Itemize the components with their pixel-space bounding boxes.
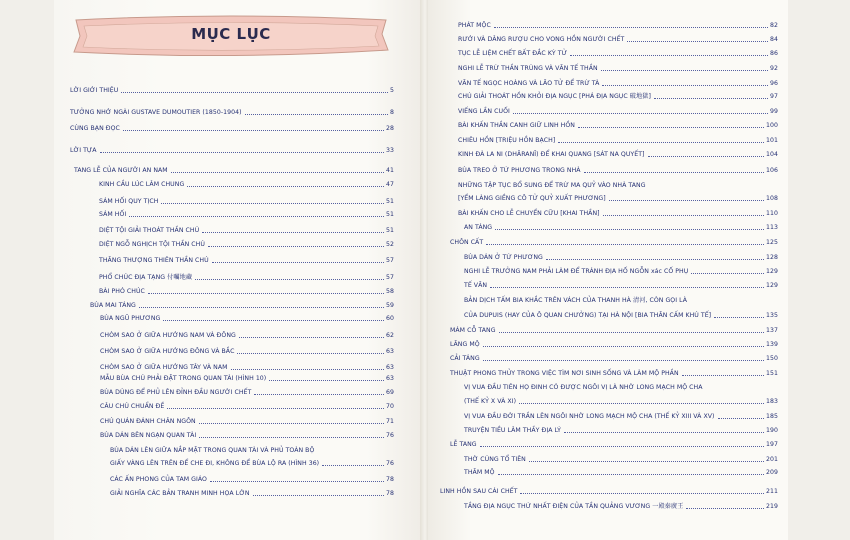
toc-entry [99, 254, 394, 265]
toc-entry [74, 164, 394, 175]
toc-entry-title: CÁC ẤN PHONG CỦA TAM GIÁO [110, 476, 207, 483]
toc-entry-page: 209 [766, 469, 778, 476]
toc-entry-page: 113 [766, 224, 778, 231]
dot-leader [609, 200, 764, 201]
dot-leader [499, 332, 764, 333]
toc-entry-page: 8 [390, 109, 394, 116]
dot-leader [480, 446, 764, 447]
dot-leader [269, 380, 384, 381]
dot-leader [123, 130, 384, 131]
dot-leader [254, 394, 384, 395]
dot-leader [486, 244, 764, 245]
dot-leader [682, 375, 764, 376]
dot-leader [129, 216, 384, 217]
toc-entry-page: 201 [766, 456, 778, 463]
toc-entry-page: 137 [766, 327, 778, 334]
toc-entry-title: CHÔN CẤT [450, 239, 484, 246]
dot-leader [167, 408, 384, 409]
toc-entry-page: 97 [770, 93, 778, 100]
toc-entry-title: LINH HỒN SAU CÁI CHẾT [440, 488, 518, 495]
dot-leader [654, 98, 768, 99]
toc-entry [450, 438, 778, 449]
toc-entry [464, 410, 778, 421]
toc-entry [458, 19, 778, 30]
toc-entry-title: THĂNG THƯỢNG THIÊN THẦN CHÚ [99, 257, 209, 264]
toc-entry [70, 122, 394, 133]
toc-entry-title: CẢI TÁNG [450, 355, 480, 362]
dot-leader [483, 360, 764, 361]
toc-entry-title: THUẬT PHONG THỦY TRONG VIỆC TÌM NƠI SINH SỐNG VÀ LÀM MỘ PHẦN [450, 370, 679, 377]
toc-entry-title: CÙNG BẠN ĐỌC [70, 125, 120, 132]
toc-entry [464, 309, 778, 320]
dot-leader [187, 186, 384, 187]
toc-entry [450, 367, 778, 378]
dot-leader [495, 229, 764, 230]
toc-entry-page: 100 [766, 122, 778, 129]
dot-leader [239, 337, 384, 338]
dot-leader [490, 287, 764, 288]
toc-entry [99, 285, 394, 296]
toc-entry-page: 135 [766, 312, 778, 319]
dot-leader [602, 85, 768, 86]
dot-leader [199, 423, 384, 424]
toc-entry-title: PHÁT MỘC [458, 22, 491, 29]
toc-entry-title: KINH CẦU LÚC LÂM CHUNG [99, 181, 185, 188]
toc-entry [458, 192, 778, 203]
toc-entry [464, 251, 778, 262]
toc-entry [458, 207, 778, 218]
toc-entry-page: 190 [766, 427, 778, 434]
toc-entry-title: SÁM HỐI QUY TỊCH [99, 198, 159, 205]
toc-entry-title: CHÒM SAO Ở GIỮA HƯỚNG NAM VÀ ĐÔNG [100, 332, 236, 339]
toc-entry-page: 219 [766, 503, 778, 510]
dot-leader [322, 465, 384, 466]
toc-entry-page: 108 [766, 195, 778, 202]
toc-entry-title: NHỮNG TẬP TỤC BỔ SUNG ĐỂ TRỪ MA QUỶ VÀO NHÀ TANG [458, 182, 646, 189]
dot-leader [686, 508, 764, 509]
toc-entry [464, 279, 778, 290]
toc-entry-title: BÀI KHẤN CHO LỄ CHUYỂN CỮU [KHAI THẦN] [458, 210, 600, 217]
toc-entry-page: 86 [770, 50, 778, 57]
dot-leader [139, 307, 384, 308]
title-banner [70, 14, 392, 60]
toc-entry-page: 59 [386, 302, 394, 309]
dot-leader [161, 203, 384, 204]
toc-entry-page: 78 [386, 476, 394, 483]
toc-entry [464, 395, 778, 406]
toc-entry-page: 28 [386, 125, 394, 132]
toc-entry-title: BÀI KHẤN THẦN CANH GIỮ LINH HỒN [458, 122, 575, 129]
dot-leader [237, 353, 384, 354]
toc-entry-page: 101 [766, 137, 778, 144]
toc-entry [110, 473, 394, 484]
dot-leader [627, 41, 768, 42]
toc-entry [100, 329, 394, 340]
toc-entry-page: 51 [386, 227, 394, 234]
dot-leader [558, 142, 764, 143]
toc-entry-page: 63 [386, 364, 394, 371]
toc-entry-page: 183 [766, 398, 778, 405]
dot-leader [578, 127, 764, 128]
toc-entry [458, 47, 778, 58]
dot-leader [483, 346, 764, 347]
toc-entry [458, 105, 778, 116]
toc-entry-page: 5 [390, 87, 394, 94]
toc-entry-title: TẦNG ĐỊA NGỤC THỨ NHẤT ĐIỆN CỦA TẦN QUẢNG VƯƠNG 一殿秦廣王 [464, 503, 684, 510]
dot-leader [212, 262, 384, 263]
toc-entry-page: 128 [766, 254, 778, 261]
toc-entry-page: 76 [386, 460, 394, 467]
toc-entry [450, 324, 778, 335]
dot-leader [714, 317, 764, 318]
toc-entry-page: 58 [386, 288, 394, 295]
toc-entry-title: CHIÊU HỒN [TRIỆU HỒN BẠCH] [458, 137, 556, 144]
toc-entry-page: 62 [386, 332, 394, 339]
toc-entry [99, 238, 394, 249]
toc-entry-page: 63 [386, 348, 394, 355]
toc-entry-page: 129 [766, 282, 778, 289]
toc-entry-title: KINH ĐÀ LA NI (DHĀRANĪ) ĐỂ KHAI QUANG [SÁT NA QUYẾT] [458, 151, 645, 158]
page-title: MỤC LỤC [191, 25, 271, 43]
toc-entry-title: CỦA DUPUIS (HAY CỦA Ô QUAN CHƯỞNG) TẠI HÀ NỘI [BIA THĂN CẤM KHÚ TẾ] [464, 312, 712, 319]
dot-leader [520, 493, 764, 494]
toc-entry-title: LỄ TANG [450, 441, 477, 448]
toc-entry [458, 164, 778, 175]
toc-entry-title: VIẾNG LẦN CUỐI [458, 108, 510, 115]
toc-entry-page: 51 [386, 211, 394, 218]
toc-entry [100, 386, 394, 397]
toc-entry-page: 151 [766, 370, 778, 377]
dot-leader [603, 215, 764, 216]
toc-entry-title: TƯỞNG NHỚ NGÀI GUSTAVE DUMOUTIER (1850-1904) [70, 109, 242, 116]
toc-entry-page: 60 [386, 315, 394, 322]
toc-entry-page: 104 [766, 151, 778, 158]
toc-entry [110, 487, 394, 498]
toc-entry [464, 453, 778, 464]
toc-entry-title: CHÚ QUÁN ĐÁNH CHÂN NGÔN [100, 418, 196, 425]
toc-entry-page: 110 [766, 210, 778, 217]
dot-leader [546, 259, 764, 260]
toc-entry-title: VỊ VUA ĐẦU ĐỜI TRẦN LÊN NGÔI NHỜ LONG MẠCH MỘ CHA (THẾ KỶ XIII VÀ XV) [464, 413, 715, 420]
toc-entry [100, 312, 394, 323]
toc-entry-page: 185 [766, 413, 778, 420]
toc-entry-page: 139 [766, 341, 778, 348]
toc-entry [90, 299, 394, 310]
toc-entry [458, 148, 778, 159]
toc-entry-page: 33 [386, 147, 394, 154]
toc-entry-title: BÙA TREO Ở TỨ PHƯƠNG TRONG NHÀ [458, 167, 581, 174]
toc-entry-page: 69 [386, 389, 394, 396]
toc-entry [464, 221, 778, 232]
toc-entry [450, 338, 778, 349]
toc-entry-title: LỜI TỰA [70, 147, 97, 154]
toc-entry-title: GIẢI NGHĨA CÁC BẢN TRANH MINH HỌA LỚN [110, 490, 250, 497]
toc-entry [450, 352, 778, 363]
dot-leader [231, 369, 384, 370]
toc-entry-page: 52 [386, 241, 394, 248]
toc-entry-title: CHÚ GIẢI THOÁT HỒN KHỎI ĐỊA NGỤC [PHÁ ĐỊA NGỤC 破地獄] [458, 93, 651, 100]
toc-entry-title: BÀI PHÓ CHÚC [99, 288, 145, 295]
dot-leader [245, 114, 388, 115]
dot-leader [202, 232, 384, 233]
toc-entry-page: 197 [766, 441, 778, 448]
toc-entry-title: [YỂM LÀNG GIỀNG CÔ TỬ QUỶ XUẤT PHƯƠNG] [458, 195, 606, 202]
dot-leader [513, 113, 768, 114]
toc-entry-page: 92 [770, 65, 778, 72]
toc-entry [110, 457, 394, 468]
toc-entry-title: CÂU CHÚ CHUẨN ĐỀ [100, 403, 165, 410]
toc-entry [100, 429, 394, 440]
toc-entry [110, 444, 394, 455]
toc-entry-page: 129 [766, 268, 778, 275]
toc-entry [458, 77, 778, 88]
toc-entry-title: PHỔ CHÚC ĐỊA TẠNG 付囑地藏 [99, 274, 193, 281]
toc-entry-page: 76 [386, 432, 394, 439]
dot-leader [648, 156, 765, 157]
dot-leader [210, 481, 384, 482]
toc-entry [464, 294, 778, 305]
toc-entry-title: BẢN DỊCH TẤM BIA KHẮC TRÊN VÁCH CỦA THANH HÀ 清河, CÒN GỌI LÀ [464, 297, 688, 304]
toc-entry-page: 70 [386, 403, 394, 410]
dot-leader [564, 432, 764, 433]
toc-entry-title: THĂM MỘ [464, 469, 495, 476]
toc-entry-page: 99 [770, 108, 778, 115]
dot-leader [519, 403, 764, 404]
dot-leader [199, 437, 384, 438]
toc-entry [70, 144, 394, 155]
toc-entry-title: AN TÁNG [464, 224, 493, 231]
toc-entry-title: TỤC LỄ LIỆM CHẾT BẤT ĐẮC KỲ TỬ [458, 50, 567, 57]
toc-entry-page: 47 [386, 181, 394, 188]
dot-leader [253, 495, 384, 496]
toc-entry [70, 84, 394, 95]
toc-entry [99, 208, 394, 219]
toc-entry-page: 82 [770, 22, 778, 29]
toc-entry-page: 57 [386, 274, 394, 281]
toc-entry [100, 361, 394, 372]
dot-leader [195, 279, 384, 280]
dot-leader [691, 273, 764, 274]
toc-entry [458, 179, 778, 190]
toc-entry-title: CHÒM SAO Ở GIỮA HƯỚNG TÂY VÀ NAM [100, 364, 228, 371]
toc-entry [458, 62, 778, 73]
toc-entry [440, 485, 778, 496]
toc-entry [70, 106, 394, 117]
toc-entry-title: THỜ CÚNG TỔ TIÊN [464, 456, 526, 463]
toc-entry-title: DIỆT TỘI GIẢI THOÁT THẦN CHÚ [99, 227, 200, 234]
toc-entry [458, 134, 778, 145]
toc-entry-page: 57 [386, 257, 394, 264]
toc-entry [99, 271, 394, 282]
toc-entry-title: TANG LỄ CỦA NGƯỜI AN NAM [74, 167, 168, 174]
toc-entry-title: GIẤY VÀNG LÊN TRÊN ĐỂ CHE ĐI, KHÔNG ĐỂ BÙA LỘ RA (HÌNH 36) [110, 460, 320, 467]
toc-entry-title: BÙA MAI TÁNG [90, 302, 136, 309]
toc-entry [100, 415, 394, 426]
toc-entry-page: 71 [386, 418, 394, 425]
toc-entry-page: 51 [386, 198, 394, 205]
toc-entry-page: 150 [766, 355, 778, 362]
toc-entry-title: TẾ VĂN [464, 282, 488, 289]
dot-leader [601, 70, 768, 71]
right-page [428, 0, 788, 540]
toc-entry [100, 372, 394, 383]
toc-entry-title: BÙA NGŨ PHƯƠNG [100, 315, 161, 322]
toc-entry-title: LĂNG MỘ [450, 341, 480, 348]
toc-entry-title: DIỆT NGỖ NGHỊCH TỘI THẦN CHÚ [99, 241, 205, 248]
dot-leader [584, 172, 764, 173]
toc-entry-page: 106 [766, 167, 778, 174]
toc-entry [464, 500, 778, 511]
dot-leader [121, 92, 388, 93]
toc-entry [450, 236, 778, 247]
dot-leader [529, 461, 764, 462]
toc-entry [464, 381, 778, 392]
toc-entry-page: 125 [766, 239, 778, 246]
toc-entry [99, 178, 394, 189]
toc-entry-page: 96 [770, 80, 778, 87]
toc-entry-title: NGHI LỄ TRỪ THẦN TRÙNG VÀ VĂN TẾ THẦN [458, 65, 598, 72]
toc-entry-title: VĂN TẾ NGỌC HOÀNG VÀ LÃO TỬ ĐỂ TRỪ TÀ [458, 80, 600, 87]
toc-entry-page: 84 [770, 36, 778, 43]
dot-leader [498, 474, 765, 475]
dot-leader [718, 418, 765, 419]
toc-entry [464, 466, 778, 477]
dot-leader [171, 172, 384, 173]
toc-entry-title: SÁM HỐI [99, 211, 127, 218]
left-page [54, 0, 422, 540]
toc-entry-title: MẪU BÙA CHÚ PHẢI ĐẶT TRONG QUAN TÀI (HÌNH 10) [100, 375, 267, 382]
toc-entry [464, 424, 778, 435]
dot-leader [148, 293, 384, 294]
toc-entry-title: RƯỚI VÀ DÂNG RƯỢU CHO VONG HỒN NGƯỜI CHẾT [458, 36, 625, 43]
toc-entry-title: (THẾ KỶ X VÀ XI) [464, 398, 517, 405]
toc-entry-title: BÙA DÁN BÊN NGẠN QUAN TÀI [100, 432, 197, 439]
toc-entry [100, 400, 394, 411]
toc-entry-title: CHÒM SAO Ở GIỮA HƯỚNG ĐÔNG VÀ BẮC [100, 348, 235, 355]
toc-entry-title: BÙA DÁN Ở TỨ PHƯƠNG [464, 254, 543, 261]
dot-leader [163, 320, 384, 321]
toc-entry-title: MÁM CỖ TANG [450, 327, 496, 334]
dot-leader [570, 55, 768, 56]
toc-entry-page: 78 [386, 490, 394, 497]
toc-entry [100, 345, 394, 356]
toc-entry [458, 90, 778, 101]
toc-entry-title: TRUYỆN TIỀU LÂM THẦY ĐỊA LÝ [464, 427, 562, 434]
dot-leader [208, 246, 384, 247]
dot-leader [494, 27, 768, 28]
toc-entry-page: 63 [386, 375, 394, 382]
toc-entry-title: NGHI LỄ TRƯỞNG NAM PHẢI LÀM ĐỂ TRÁNH ĐỊA HỐ NGỖN xác CỐ PHỤ [464, 268, 689, 275]
dot-leader [100, 152, 384, 153]
toc-entry [458, 33, 778, 44]
toc-entry-title: VỊ VUA ĐẦU TIÊN HỌ ĐINH CÓ ĐƯỢC NGÔI VỊ LÀ NHỜ LONG MẠCH MỘ CHA [464, 384, 703, 391]
toc-entry-title: BÙA DÁN LÊN GIỮA NẮP MẶT TRONG QUAN TÀI VÀ PHỦ TOÀN BỘ [110, 447, 315, 454]
toc-entry [99, 195, 394, 206]
toc-entry-page: 211 [766, 488, 778, 495]
toc-entry-title: BÙA DÙNG ĐỂ PHỦ LÊN ĐỈNH ĐẦU NGƯỜI CHẾT [100, 389, 252, 396]
toc-entry [458, 119, 778, 130]
toc-entry-title: LỜI GIỚI THIỆU [70, 87, 119, 94]
toc-entry [99, 224, 394, 235]
toc-entry-page: 41 [386, 167, 394, 174]
toc-entry [464, 265, 778, 276]
